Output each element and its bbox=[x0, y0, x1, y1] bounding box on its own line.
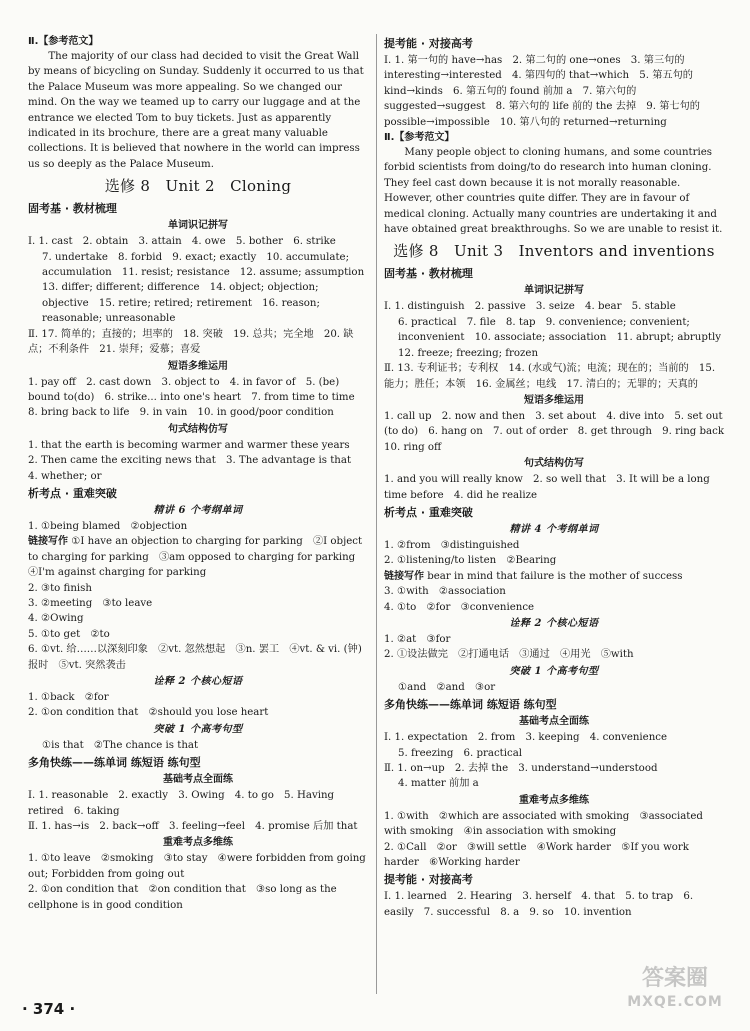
answer-line: Ⅰ. 1. reasonable 2. exactly 3. Owing 4. to go 5. Having retired 6. taking bbox=[28, 790, 335, 817]
subsection-heading: 句式结构仿写 bbox=[168, 423, 228, 435]
subsection-heading: 单词识记拼写 bbox=[168, 220, 228, 232]
answer-line: 3. ②meeting ③to leave bbox=[28, 597, 153, 609]
answer-line: 5. ①to get ②to bbox=[28, 628, 110, 640]
answer-line: 5. freezing 6. practical bbox=[398, 747, 523, 759]
answer-line: Ⅰ. 1. learned 2. Hearing 3. herself 4. that 5. to trap 6. easily 7. successful 8. a 9. so 10. invention bbox=[384, 891, 694, 918]
handwritten-heading: 诠释 2 个核心短语 bbox=[509, 617, 599, 629]
answer-line: 4. ①to ②for ③convenience bbox=[384, 601, 535, 613]
answer-line: 1. ①being blamed ②objection bbox=[28, 520, 188, 532]
answer-line: 2. ①Call ②or ③will settle ④Work harder ⑤If you work harder ⑥Working harder bbox=[384, 841, 689, 869]
answer-line: Ⅰ. 1. expectation 2. from 3. keeping 4. convenience bbox=[384, 732, 667, 744]
answer-line: ①and ②and ③or bbox=[398, 681, 496, 693]
subsection-heading: 重难考点多维练 bbox=[163, 837, 233, 849]
chapter-title: 选修 8 Unit 3 Inventors and inventions bbox=[393, 242, 715, 261]
link-writing bbox=[384, 569, 724, 584]
sentence-answers: 1. and you will really know 2. so well that 3. It will be a long time before 4. did he realize bbox=[384, 474, 710, 501]
link-writing bbox=[28, 534, 368, 580]
section-heading: 多角快练——练单词 练短语 练句型 bbox=[28, 756, 201, 770]
sentence-line: 4. whether; or bbox=[28, 470, 102, 482]
section-heading: 析考点 · 重难突破 bbox=[384, 505, 473, 519]
watermark-logo bbox=[615, 965, 735, 1023]
answer-line: 1. ①to leave ②smoking ③to stay ④were forbidden from going out; Forbidden from going out bbox=[28, 853, 366, 880]
subsection-heading: 基础考点全面练 bbox=[519, 716, 589, 728]
vocab-line: Ⅱ. 13. 专利证书；专利权 14. (水或气)流；电流；现在的；当前的 15. 能力；胜任；本领 16. 金属丝；电线 17. 清白的；无罪的；天真的 bbox=[384, 363, 716, 390]
essay-heading: Ⅱ.【参考范文】 bbox=[384, 132, 455, 144]
answer-line: ①is that ②The chance is that bbox=[42, 739, 199, 751]
link-text: bear in mind that failure is the mother of success bbox=[427, 570, 683, 582]
handwritten-heading: 突破 1 个高考句型 bbox=[153, 723, 243, 735]
answer-line: 4. matter 前加 a bbox=[398, 778, 479, 790]
handwritten-heading: 精讲 4 个考纲单词 bbox=[509, 523, 599, 535]
column-divider bbox=[376, 34, 377, 994]
link-text: ①I have an objection to charging for parking ②I object to charging for parking ③am opposed to charging for parking ④I'm against charging for parking bbox=[28, 536, 366, 579]
answer-line: 2. ①listening/to listen ②Bearing bbox=[384, 555, 557, 567]
subsection-heading: 短语多维运用 bbox=[168, 360, 228, 372]
section-heading: 固考基 · 教材梳理 bbox=[28, 202, 117, 216]
vocab-line: 13. differ; different; difference 14. object; objection; objective 15. retire; retired; retirement 16. reason; reasonable; unreasonable bbox=[42, 282, 320, 325]
answer-line: 2. ①on condition that ②on condition that ③so long as the cellphone is in good condition bbox=[28, 884, 337, 911]
section-heading: 固考基 · 教材梳理 bbox=[384, 267, 473, 281]
vocab-line: Ⅰ. 1. distinguish 2. passive 3. seize 4. bear 5. stable bbox=[384, 301, 676, 313]
answer-line: 2. ①设法做完 ②打通电话 ③通过 ④用光 ⑤with bbox=[384, 649, 634, 661]
sentence-line: 1. that the earth is becoming warmer and warmer these years bbox=[28, 439, 350, 451]
handwritten-heading: 精讲 6 个考纲单词 bbox=[153, 504, 243, 516]
link-label: 链接写作 bbox=[384, 570, 424, 582]
vocab-line: 12. freeze; freezing; frozen bbox=[398, 347, 539, 359]
answer-line: Ⅱ. 1. has→is 2. back→off 3. feeling→feel 4. promise 后加 that bbox=[28, 821, 358, 833]
answer-line: 2. ③to finish bbox=[28, 582, 92, 594]
section-heading: 提考能 · 对接高考 bbox=[384, 873, 473, 887]
answer-line: 4. ②Owing bbox=[28, 613, 84, 625]
link-label: 链接写作 bbox=[28, 536, 68, 548]
subsection-heading: 单词识记拼写 bbox=[524, 285, 584, 297]
handwritten-heading: 突破 1 个高考句型 bbox=[509, 665, 599, 677]
vocab-line: 6. practical 7. file 8. tap 9. convenience; convenient; inconvenient 10. associate; association 11. abrupt; abruptly bbox=[398, 316, 721, 344]
section-heading: 提考能 · 对接高考 bbox=[384, 37, 473, 50]
answer-line: 2. ①on condition that ②should you lose heart bbox=[28, 707, 269, 719]
handwritten-heading: 诠释 2 个核心短语 bbox=[153, 676, 243, 687]
answer-line: 3. ①with ②association bbox=[384, 586, 506, 598]
section-heading: 多角快练——练单词 练短语 练句型 bbox=[384, 698, 557, 712]
subsection-heading: 句式结构仿写 bbox=[524, 458, 584, 470]
answer-line: 1. ①with ②which are associated with smoking ③associated with smoking ④in association with smoking bbox=[384, 810, 703, 838]
answer-line: Ⅱ. 1. on→up 2. 去掉 the 3. understand→understood bbox=[384, 763, 658, 774]
subsection-heading: 重难考点多维练 bbox=[519, 794, 589, 806]
subsection-heading: 短语多维运用 bbox=[524, 394, 584, 406]
answer-line: 1. ②at ③for bbox=[384, 633, 451, 645]
answer-line: 6. ①vt. 给……以深刻印象 ②vt. 忽然想起 ③n. 罢工 ④vt. & vi. (钟)报时 ⑤vt. 突然袭击 bbox=[28, 644, 362, 671]
answer-line: 1. ②from ③distinguished bbox=[384, 539, 520, 551]
right-column bbox=[384, 34, 735, 920]
phrase-answers: 1. pay off 2. cast down 3. object to 4. in favor of 5. (be) bound to(do) 6. strike... into one's heart 7. from time to time 8. bring back to life 9. in vain 10. in good/poor condition bbox=[28, 376, 365, 419]
watermark-text: 答案圈 bbox=[641, 966, 708, 991]
answer-line: 1. ①back ②for bbox=[28, 692, 109, 703]
vocab-line: Ⅰ. 1. cast 2. obtain 3. attain 4. owe 5. bother 6. strike bbox=[28, 236, 336, 248]
sentence-line: 2. Then came the exciting news that 3. The advantage is that bbox=[28, 455, 352, 467]
vocab-line: Ⅱ. 17. 简单的；直接的；坦率的 18. 突破 19. 总共；完全地 20. 缺点；不利条件 21. 崇拜；爱慕；喜爱 bbox=[28, 328, 354, 356]
model-essay: Many people object to cloning humans, and some countries forbid scientists from doing/to do research into human cloning. They feel cast down because it is not morally reasonable. However, other countries quite differ. They are in favour of medical cloning. Actually many countries are undertaking it and have obtained great breakthroughs. So we are unable to resist it. bbox=[384, 147, 723, 236]
phrase-answers: 1. call up 2. now and then 3. set about 4. dive into 5. set out (to do) 6. hang on 7. out of order 8. get through 9. ring back 10. ring off bbox=[384, 410, 735, 453]
model-essay: The majority of our class had decided to visit the Great Wall by means of bicycling on Sunday. Suddenly it occurred to us that the Palace Museum was more appealing. So we changed our mind. On the way we teamed up to carry our luggage and at the entrance we elected Tom to buy tickets. Just as apparently indicated in its brochure, there are a great many valuable collections. It is believed that nowhere in the world can impress us so deeply as the Palace Museum. bbox=[28, 51, 364, 170]
vocab-line: 7. undertake 8. forbid 9. exact; exactly 10. accumulate; accumulation 11. resist; resistance 12. assume; assumption bbox=[42, 251, 365, 279]
chapter-title: 选修 8 Unit 2 Cloning bbox=[104, 177, 292, 196]
correction-answers: Ⅰ. 1. 第一句的 have→has 2. 第二句的 one→ones 3. 第三句的 interesting→interested 4. 第四句的 that→which 5. 第五句的 kind→kinds 6. 第五句的 found 前加 a 7. 第六句的 suggested→suggest 8. 第六句的 life 前的 the 去掉 9. 第七句的 possible→impossible 10. 第八句的 returned→returning bbox=[384, 55, 700, 128]
section-heading: 析考点 · 重难突破 bbox=[28, 486, 117, 500]
page-number: · 374 · bbox=[22, 1000, 76, 1018]
essay-heading: Ⅱ.【参考范文】 bbox=[28, 36, 99, 47]
subsection-heading: 基础考点全面练 bbox=[163, 774, 233, 786]
left-column bbox=[28, 34, 368, 913]
watermark-url: MXQE.COM bbox=[627, 994, 723, 1010]
